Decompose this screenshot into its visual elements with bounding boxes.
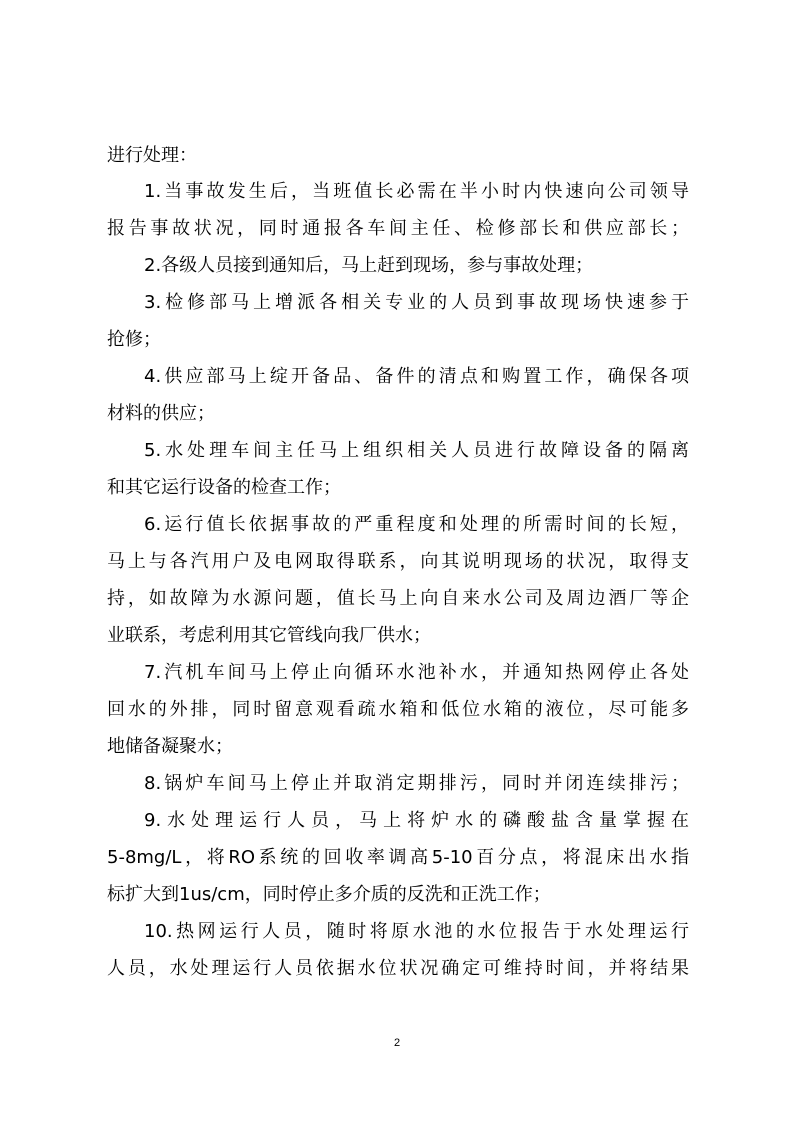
- text-line-item-7: 7.汽机车间马上停止向循环水池补水，并通知热网停止各处: [144, 662, 689, 683]
- text-line: 进行处理：: [107, 145, 197, 166]
- text-line: 5-8mg/L，将RO系统的回收率调高5-10百分点，将混床出水指: [107, 847, 689, 868]
- text-line: 回水的外排，同时留意观看疏水箱和低位水箱的液位，尽可能多: [107, 699, 689, 720]
- text-line: 报告事故状况，同时通报各车间主任、检修部长和供应部长；: [107, 218, 689, 239]
- text-line-item-4: 4.供应部马上绽开备品、备件的清点和购置工作，确保各项: [144, 366, 689, 387]
- text-line: 抢修；: [107, 329, 161, 350]
- text-line: 材料的供应；: [107, 403, 215, 424]
- text-line-item-3: 3.检修部马上增派各相关专业的人员到事故现场快速参于: [144, 292, 689, 313]
- text-line: 马上与各汽用户及电网取得联系，向其说明现场的状况，取得支: [107, 551, 689, 572]
- text-line-item-10: 10.热网运行人员，随时将原水池的水位报告于水处理运行: [144, 921, 689, 942]
- text-line: 和其它运行设备的检查工作；: [107, 477, 341, 498]
- text-line-item-2: 2.各级人员接到通知后，马上赶到现场，参与事故处理；: [144, 255, 594, 276]
- text-line: 标扩大到1us/cm，同时停止多介质的反洗和正洗工作；: [107, 884, 551, 905]
- text-line: 持，如故障为水源问题，值长马上向自来水公司及周边酒厂等企: [107, 588, 689, 609]
- text-line-item-6: 6.运行值长依据事故的严重程度和处理的所需时间的长短，: [144, 514, 689, 535]
- text-line: 业联系，考虑利用其它管线向我厂供水；: [107, 625, 431, 646]
- text-line-item-8: 8.锅炉车间马上停止并取消定期排污，同时并闭连续排污；: [144, 773, 689, 794]
- text-line: 人员，水处理运行人员依据水位状况确定可维持时间，并将结果: [107, 958, 689, 979]
- page-number: 2: [393, 1037, 401, 1049]
- text-line-item-5: 5.水处理车间主任马上组织相关人员进行故障设备的隔离: [144, 440, 689, 461]
- text-line-item-1: 1.当事故发生后，当班值长必需在半小时内快速向公司领导: [144, 181, 689, 202]
- text-line-item-9: 9.水处理运行人员，马上将炉水的磷酸盐含量掌握在: [144, 810, 689, 831]
- text-line: 地储备凝聚水；: [107, 736, 233, 757]
